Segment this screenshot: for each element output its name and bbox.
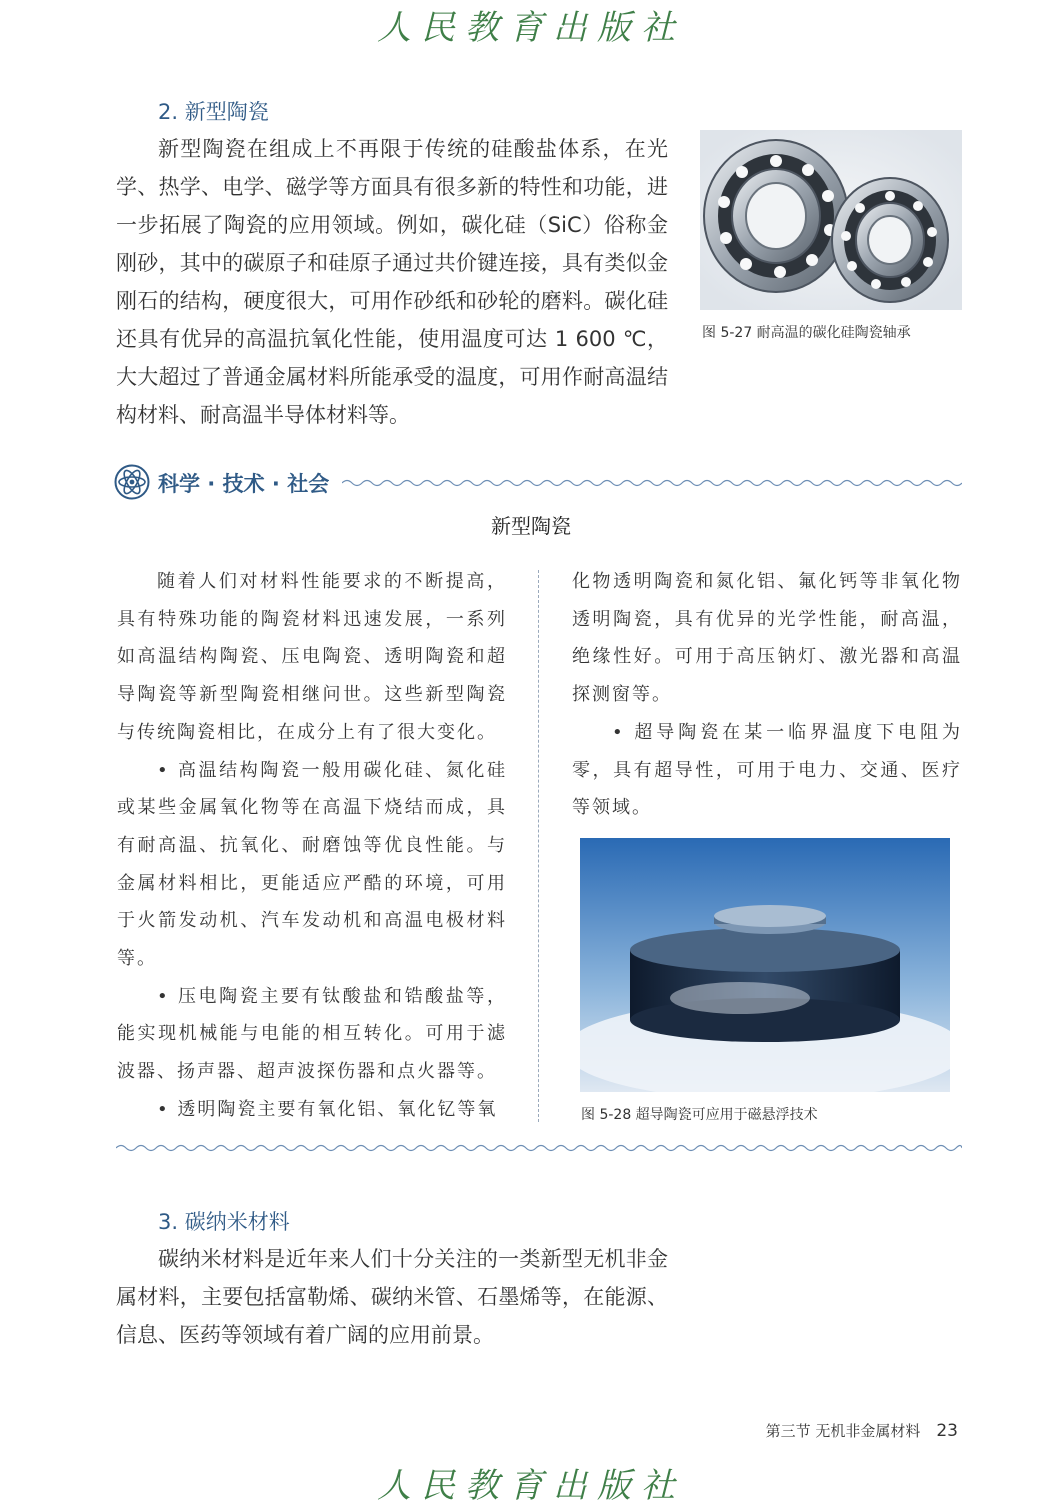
figure-5-27-caption: 图 5-27 耐高温的碳化硅陶瓷轴承 [702, 325, 911, 341]
sts-box-header [114, 464, 962, 504]
sts-paragraph: • 高温结构陶瓷一般用碳化硅、氮化硅或某些金属氧化物等在高温下烧结而成，具有耐高温、抗氧化、耐磨蚀等优良性能。与金属材料相比，更能适应严酷的环境，可用于火箭发动机、汽车发动机和高温电极材料等。 [117, 759, 507, 970]
section-2-paragraph [116, 130, 668, 434]
publisher-watermark-bottom: 人民教育出版社 [377, 1466, 685, 1506]
section-3-paragraph [116, 1240, 668, 1354]
section-2-heading: 2. 新型陶瓷 [158, 100, 269, 124]
wave-divider-top [342, 478, 962, 488]
section-3-heading: 3. 碳纳米材料 [158, 1210, 290, 1234]
sts-box-title: 科学 · 技术 · 社会 [158, 472, 330, 496]
sts-paragraph: 随着人们对材料性能要求的不断提高，具有特殊功能的陶瓷材料迅速发展，一系列如高温结构陶瓷、压电陶瓷、透明陶瓷和超导陶瓷等新型陶瓷相继问世。这些新型陶瓷与传统陶瓷相比，在成分上有了很大变化。 [117, 571, 507, 743]
sts-left-column [117, 563, 507, 1129]
levitation-image [580, 838, 950, 1092]
section-3-text: 碳纳米材料是近年来人们十分关注的一类新型无机非金属材料，主要包括富勒烯、碳纳米管、石墨烯等，在能源、信息、医药等领域有着广阔的应用前景。 [116, 1247, 668, 1347]
wave-divider-bottom [116, 1143, 962, 1153]
bearing-image [700, 130, 962, 310]
sts-paragraph: • 透明陶瓷主要有氧化铝、氧化钇等氧 [157, 1098, 498, 1120]
publisher-watermark-top: 人民教育出版社 [377, 8, 685, 48]
section-2-text: 新型陶瓷在组成上不再限于传统的硅酸盐体系，在光学、热学、电学、磁学等方面具有很多新的特性和功能，进一步拓展了陶瓷的应用领域。例如，碳化硅（SiC）俗称金刚砂，其中的碳原子和硅原子通过共价键连接，具有类似金刚石的结构，硬度很大，可用作砂纸和砂轮的磨料。碳化硅还具有优异的高温抗氧化性能，使用温度可达 1 600 ℃，大大超过了普通金属材料所能承受的温度，可用作耐高温结构材料、耐高温半导体材料等。 [116, 137, 668, 427]
figure-5-28-caption: 图 5-28 超导陶瓷可应用于磁悬浮技术 [581, 1107, 818, 1123]
ceramic-bearing-illustration [700, 130, 962, 310]
sts-paragraph: 化物透明陶瓷和氮化铝、氟化钙等非氧化物透明陶瓷，具有优异的光学性能，耐高温，绝缘性好。可用于高压钠灯、激光器和高温探测窗等。 [572, 571, 962, 706]
sts-box-subtitle: 新型陶瓷 [491, 514, 571, 538]
superconductor-levitation-illustration [580, 838, 950, 1092]
column-divider [538, 570, 539, 1122]
page-footer [766, 1420, 958, 1441]
sts-right-column [572, 563, 962, 827]
footer-section-label: 第三节 无机非金属材料 [765, 1422, 921, 1440]
sts-paragraph: • 压电陶瓷主要有钛酸盐和锆酸盐等，能实现机械能与电能的相互转化。可用于滤波器、扬声器、超声波探伤器和点火器等。 [117, 985, 507, 1083]
sts-paragraph: • 超导陶瓷在某一临界温度下电阻为零，具有超导性，可用于电力、交通、医疗等领域。 [572, 721, 962, 819]
page-number: 23 [936, 1421, 958, 1441]
atom-icon [114, 464, 150, 500]
